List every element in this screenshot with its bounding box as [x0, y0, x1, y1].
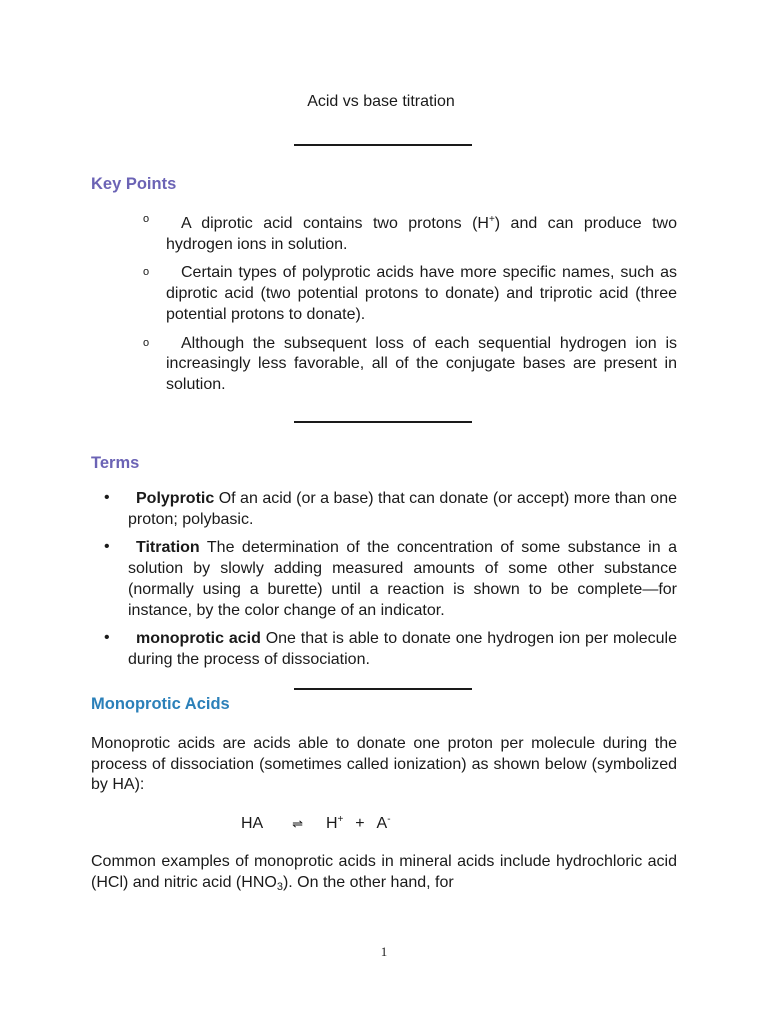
key-point-text: Certain types of polyprotic acids have more specific names, such as diprotic acid (two potential protons to donate) and triprotic acid (three potential protons to donate).	[166, 264, 677, 323]
circle-bullet-icon: o	[143, 336, 150, 349]
term-definition: One that is able to donate one hydrogen ion per molecule during the process of dissociation.	[128, 630, 678, 668]
section-divider	[294, 421, 472, 423]
charge-minus: -	[387, 814, 391, 825]
equation-product-h: H	[325, 815, 338, 832]
page-number: 1	[380, 944, 388, 959]
document-title: Acid vs base titration	[307, 93, 455, 110]
term-definition: Of an acid (or a base) that can donate (or accept) more than one proton; polybasic.	[128, 490, 677, 528]
list-item	[0, 210, 768, 255]
equation-reactant: HA	[241, 815, 264, 832]
charge-plus: +	[337, 814, 344, 825]
bullet-icon: •	[104, 538, 110, 556]
key-points-heading: Key Points	[91, 175, 177, 193]
list-item	[0, 489, 768, 530]
monoprotic-intro: Monoprotic acids are acids able to donate one proton per molecule during the process of dissociation (sometimes called ionization) as shown below (symbolized by HA):	[91, 735, 677, 794]
terms-heading: Terms	[91, 454, 140, 472]
equation-product-a: A	[376, 815, 388, 832]
key-point-text: Although the subsequent loss of each sequential hydrogen ion is increasingly less favorable, all of the conjugate bases are present in solution.	[166, 334, 677, 393]
list-item	[0, 538, 768, 621]
section-divider	[294, 144, 472, 146]
bullet-icon: •	[104, 629, 110, 647]
terms-list	[0, 489, 768, 679]
equation-plus: +	[355, 815, 365, 832]
list-item	[0, 629, 768, 670]
equilibrium-arrow-icon: ⇌	[292, 816, 304, 831]
list-item	[0, 263, 768, 325]
circle-bullet-icon: o	[143, 213, 150, 225]
section-divider	[294, 688, 472, 690]
key-points-list	[0, 210, 768, 404]
term-name: Polyprotic	[136, 490, 215, 507]
dissociation-equation	[241, 814, 391, 833]
term-definition: The determination of the concentration of some substance in a solution by slowly adding measured amounts of some other substance (normally using a burette) until a reaction is shown to be complete—for instance, by the color change of an indicator.	[128, 539, 678, 619]
key-point-text: A diprotic acid contains two protons (H+) and can produce two hydrogen ions in solution.	[166, 214, 677, 253]
term-name: monoprotic acid	[136, 630, 261, 648]
list-item	[0, 334, 768, 396]
term-name: Titration	[136, 539, 200, 557]
monoprotic-heading: Monoprotic Acids	[91, 695, 230, 713]
circle-bullet-icon: o	[143, 266, 150, 279]
monoprotic-examples: Common examples of monoprotic acids in mineral acids include hydrochloric acid (HCl) and nitric acid $(HNO_3)$. On the other hand, for	[91, 853, 677, 893]
bullet-icon: •	[104, 489, 110, 506]
